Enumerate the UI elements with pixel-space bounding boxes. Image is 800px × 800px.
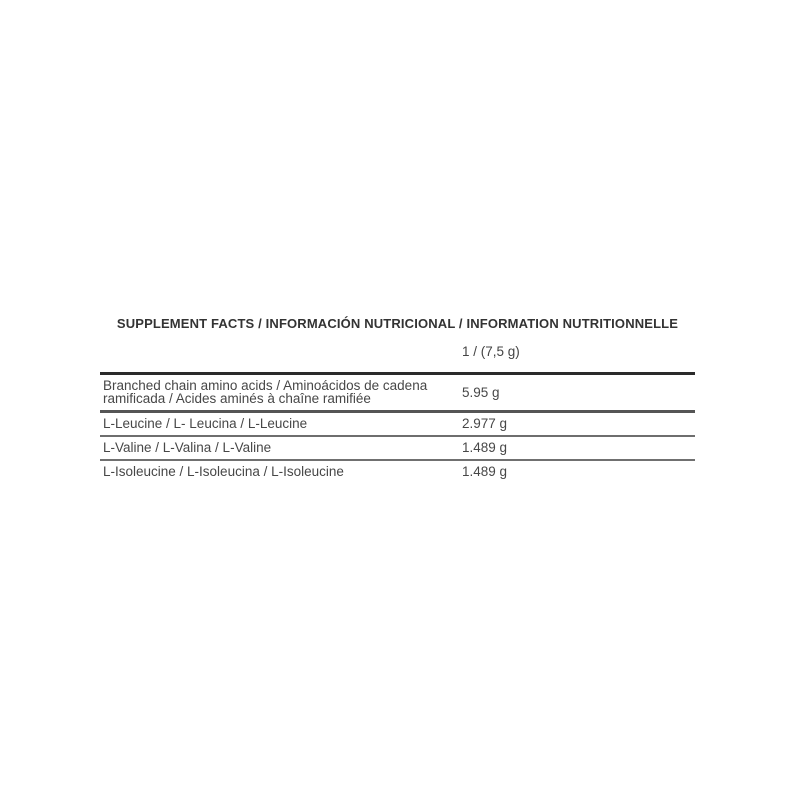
nutrient-name-leucine: L-Leucine / L- Leucina / L-Leucine: [103, 416, 308, 431]
nutrient-amount-isoleucine: 1.489 g: [462, 464, 508, 479]
nutrient-name-valine: L-Valine / L-Valina / L-Valine: [103, 440, 272, 455]
nutrients-table: [100, 372, 695, 483]
table-row: [100, 413, 695, 437]
nutrient-amount-leucine: 2.977 g: [462, 416, 508, 431]
table-row: [100, 437, 695, 461]
nutrient-amount-bcaa: 5.95 g: [462, 384, 500, 400]
serving-size-value: 1 / (7,5 g): [462, 344, 520, 359]
nutrient-name-isoleucine: L-Isoleucine / L-Isoleucina / L-Isoleucine: [103, 464, 344, 479]
table-row: [100, 461, 695, 483]
table-row: [100, 375, 695, 413]
nutrient-name-bcaa: Branched chain amino acids / Aminoácidos de cadena ramificada / Acides aminés à chaîne ramifiée: [103, 378, 428, 406]
supplement-facts-title: SUPPLEMENT FACTS / INFORMACIÓN NUTRICIONAL / INFORMATION NUTRITIONNELLE: [116, 316, 679, 331]
nutrient-amount-valine: 1.489 g: [462, 440, 508, 455]
supplement-facts-panel: [100, 316, 695, 483]
